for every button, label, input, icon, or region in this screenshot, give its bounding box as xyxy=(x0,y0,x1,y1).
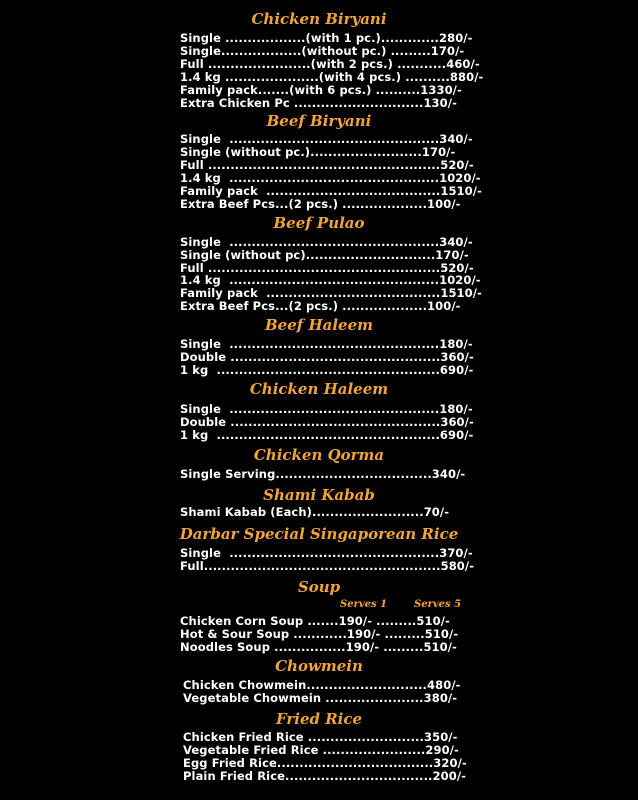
menu-line: Chicken Corn Soup .......190/- .........510/- xyxy=(180,614,450,628)
menu-line: 1 kg ..................................................690/- xyxy=(180,428,474,442)
section-title-chicken-haleem: Chicken Haleem xyxy=(249,380,389,398)
menu-line: 1.4 kg ...............................................1020/- xyxy=(180,171,481,185)
menu-line: Single ...............................................340/- xyxy=(180,132,473,146)
menu-line: Full.....................................................580/- xyxy=(180,559,475,573)
serves-1-label: Serves 1 xyxy=(340,599,388,610)
menu-line: Full ....................................................520/- xyxy=(180,158,474,172)
menu-line: Full .......................(with 2 pcs.) ...........460/- xyxy=(180,57,480,71)
menu-line: Double ...............................................360/- xyxy=(180,415,474,429)
menu-line: Full ....................................................520/- xyxy=(180,261,474,275)
section-title-beef-haleem: Beef Haleem xyxy=(265,316,373,334)
menu-line: Noodles Soup ................190/- .........510/- xyxy=(180,640,457,654)
menu-line: Hot & Sour Soup ............190/- .........510/- xyxy=(180,627,459,641)
menu-line: 1 kg ..................................................690/- xyxy=(180,363,474,377)
menu-line: Single ...............................................180/- xyxy=(180,337,473,351)
menu-line: Double ...............................................360/- xyxy=(180,350,474,364)
menu-line: Single ..................(with 1 pc.).............280/- xyxy=(180,31,473,45)
menu-line: Family pack .......................................1510/- xyxy=(180,184,482,198)
menu-line: Single (without pc.).........................170/- xyxy=(180,145,456,159)
menu-line: Vegetable Chowmein ......................380/- xyxy=(183,691,458,705)
menu-line: Extra Beef Pcs...(2 pcs.) ...................100/- xyxy=(180,197,461,211)
section-title-chicken-qorma: Chicken Qorma xyxy=(253,446,385,464)
menu-line: Single ...............................................370/- xyxy=(180,546,473,560)
menu-line: 1.4 kg ...............................................1020/- xyxy=(180,273,481,287)
section-title-beef-pulao: Beef Pulao xyxy=(273,214,365,232)
menu-line: Single Serving...................................340/- xyxy=(180,467,466,481)
menu-line: 1.4 kg .....................(with 4 pcs.) ..........880/- xyxy=(180,70,484,84)
menu-line: Family pack.......(with 6 pcs.) ..........1330/- xyxy=(180,83,462,97)
serves-5-label: Serves 5 xyxy=(414,599,462,610)
section-title-singaporean-rice: Darbar Special Singaporean Rice xyxy=(179,525,459,543)
menu-line: Single (without pc).............................170/- xyxy=(180,248,469,262)
section-title-chicken-biryani: Chicken Biryani xyxy=(251,10,387,28)
menu-line: Single..................(without pc.) .........170/- xyxy=(180,44,465,58)
section-title-fried-rice: Fried Rice xyxy=(275,710,363,728)
menu-line: Family pack .......................................1510/- xyxy=(180,286,482,300)
menu-line: Single ...............................................340/- xyxy=(180,235,473,249)
section-title-beef-biryani: Beef Biryani xyxy=(266,112,372,130)
section-title-soup: Soup xyxy=(297,578,341,596)
section-title-chowmein: Chowmein xyxy=(275,657,363,675)
menu-line: Extra Beef Pcs...(2 pcs.) ...................100/- xyxy=(180,299,461,313)
section-title-shami-kabab: Shami Kabab xyxy=(263,486,375,504)
menu-line: Extra Chicken Pc .............................130/- xyxy=(180,96,457,110)
menu-line: Vegetable Fried Rice .......................290/- xyxy=(183,743,459,757)
menu-line: Shami Kabab (Each).........................70/- xyxy=(180,505,450,519)
menu-line: Chicken Chowmein...........................480/- xyxy=(183,678,461,692)
menu-line: Single ...............................................180/- xyxy=(180,402,473,416)
menu-line: Plain Fried Rice.................................200/- xyxy=(183,769,466,783)
menu-line: Chicken Fried Rice ..........................350/- xyxy=(183,730,458,744)
menu-line: Egg Fried Rice...................................320/- xyxy=(183,756,467,770)
